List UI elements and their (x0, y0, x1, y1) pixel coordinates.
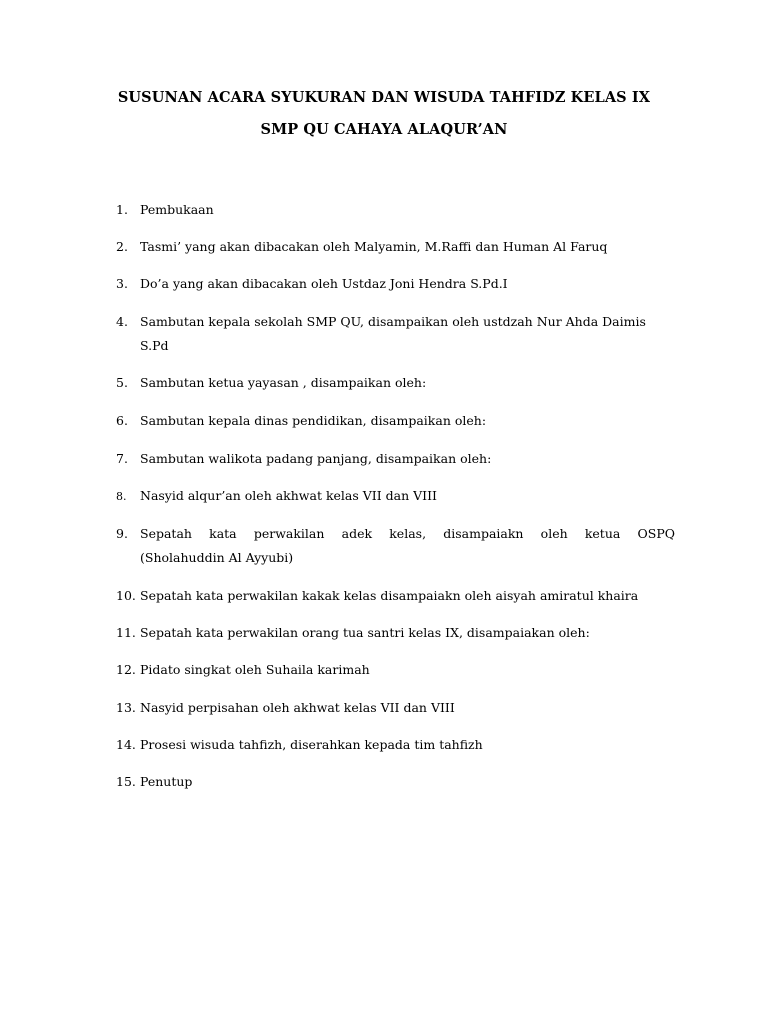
agenda-item-number: 13. (116, 700, 136, 715)
agenda-item-text: Nasyid alqur’an oleh akhwat kelas VII dan VIII (140, 488, 437, 503)
agenda-item-number: 5. (116, 375, 128, 390)
agenda-item-text-continued: (Sholahuddin Al Ayyubi) (140, 550, 294, 565)
agenda-item-text: Sambutan kepala dinas pendidikan, disampaikan oleh: (140, 413, 487, 428)
agenda-item-number: 6. (116, 413, 128, 428)
document-subtitle: SMP QU CAHAYA ALAQUR’AN (260, 121, 508, 138)
agenda-item-text: Sambutan ketua yayasan , disampaikan oleh: (140, 375, 427, 390)
agenda-item-text: Sambutan kepala sekolah SMP QU, disampaikan oleh ustdzah Nur Ahda Daimis (140, 314, 646, 329)
agenda-item-text: Sepatah kata perwakilan adek kelas, disampaiakn oleh ketua OSPQ (140, 526, 675, 541)
agenda-item-number: 11. (116, 625, 136, 640)
agenda-item-text: Penutup (140, 774, 193, 789)
agenda-item-number: 9. (116, 526, 128, 541)
agenda-item-text: Sepatah kata perwakilan kakak kelas disampaiakn oleh aisyah amiratul khaira (140, 588, 639, 603)
agenda-item-number: 8. (116, 490, 127, 503)
agenda-item-text: Pidato singkat oleh Suhaila karimah (140, 662, 370, 677)
agenda-item-number: 7. (116, 451, 128, 466)
agenda-item-text: Nasyid perpisahan oleh akhwat kelas VII dan VIII (140, 700, 455, 715)
agenda-item-number: 3. (116, 276, 128, 291)
agenda-item-number: 15. (116, 774, 136, 789)
agenda-item-number: 4. (116, 314, 128, 329)
agenda-item-text: Tasmi’ yang akan dibacakan oleh Malyamin, M.Raffi dan Human Al Faruq (140, 239, 608, 254)
agenda-item-text: Do’a yang akan dibacakan oleh Ustdaz Joni Hendra S.Pd.I (140, 276, 508, 291)
agenda-item-text: Prosesi wisuda tahfizh, diserahkan kepada tim tahfizh (140, 737, 483, 752)
agenda-item-text: Sepatah kata perwakilan orang tua santri kelas IX, disampaiakan oleh: (140, 625, 590, 640)
agenda-item-number: 1. (116, 202, 128, 217)
agenda-item-text-continued: S.Pd (140, 338, 169, 353)
agenda-item-text: Pembukaan (140, 202, 214, 217)
agenda-item-number: 2. (116, 239, 128, 254)
document-title: SUSUNAN ACARA SYUKURAN DAN WISUDA TAHFIDZ KELAS IX (117, 89, 651, 106)
agenda-item-number: 14. (116, 737, 136, 752)
agenda-item-text: Sambutan walikota padang panjang, disampaikan oleh: (140, 451, 492, 466)
agenda-item-number: 10. (116, 588, 136, 603)
agenda-item-number: 12. (116, 662, 136, 677)
